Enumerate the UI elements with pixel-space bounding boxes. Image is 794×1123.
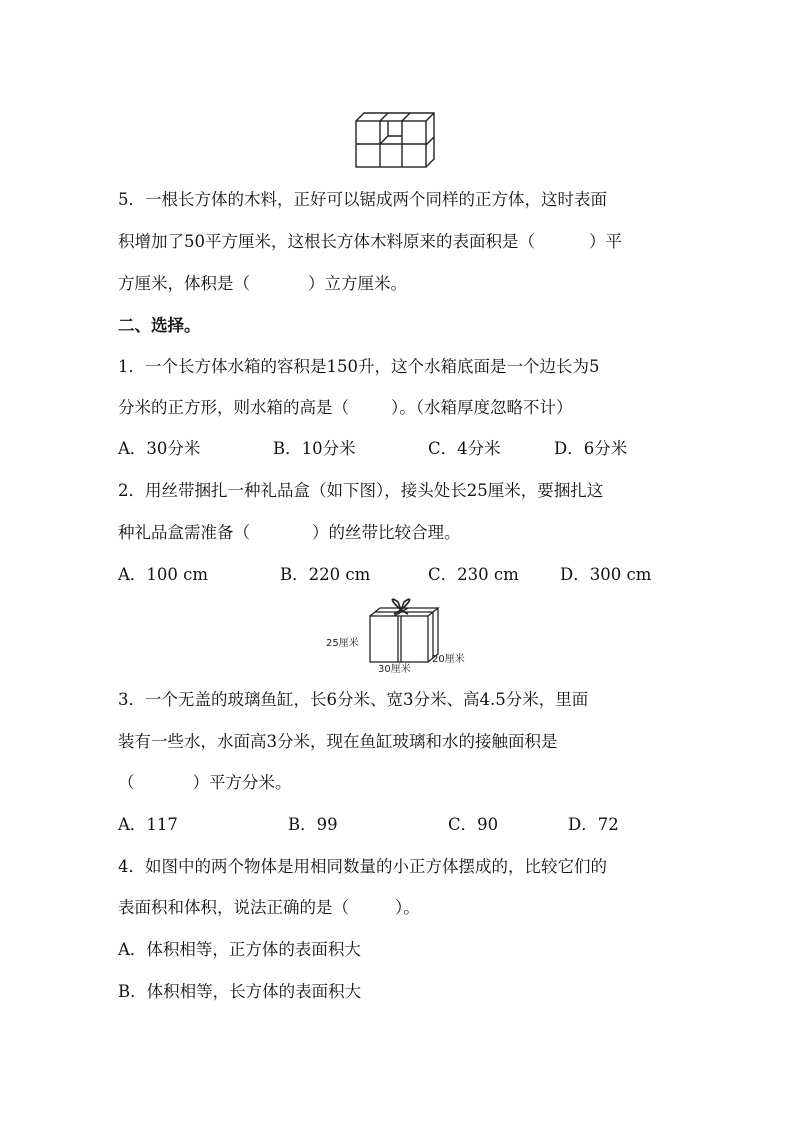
q5-line-1: 5．一根长方体的木料，正好可以锯成两个同样的正方体，这时表面 bbox=[118, 190, 607, 209]
section-heading-choice: 二、选择。 bbox=[118, 316, 201, 335]
q3-line-2: 装有一些水，水面高3分米，现在鱼缸玻璃和水的接触面积是 bbox=[118, 732, 558, 751]
q1-line-1: 1．一个长方体水箱的容积是150升，这个水箱底面是一个边长为5 bbox=[118, 357, 600, 376]
q3-options bbox=[118, 814, 718, 836]
q2-options bbox=[118, 564, 718, 586]
q1-line-2: 分米的正方形，则水箱的高是（ ）。（水箱厚度忽略不计） bbox=[118, 398, 573, 417]
width-label: 20厘米 bbox=[432, 654, 465, 665]
option-c[interactable]: C．90 bbox=[448, 815, 499, 834]
length-label: 30厘米 bbox=[378, 664, 411, 674]
option-a[interactable]: A．30分米 bbox=[118, 439, 201, 458]
option-b[interactable]: B．10分米 bbox=[273, 439, 356, 458]
option-c[interactable]: C．4分米 bbox=[428, 439, 501, 458]
option-d[interactable]: D．300 cm bbox=[560, 565, 652, 584]
q1-options bbox=[118, 438, 718, 460]
option-b[interactable]: B．220 cm bbox=[280, 565, 371, 584]
option-a[interactable]: A．117 bbox=[118, 815, 178, 834]
q5-line-2: 积增加了50平方厘米，这根长方体木料原来的表面积是（ ）平 bbox=[118, 232, 622, 251]
option-b[interactable]: B．99 bbox=[288, 815, 338, 834]
q4-line-2: 表面积和体积，说法正确的是（ ）。 bbox=[118, 898, 420, 917]
option-d[interactable]: D．72 bbox=[568, 815, 619, 834]
option-a[interactable]: A．100 cm bbox=[118, 565, 209, 584]
q4-option-a[interactable]: A．体积相等，正方体的表面积大 bbox=[118, 940, 361, 959]
option-d[interactable]: D．6分米 bbox=[554, 439, 628, 458]
q4-option-b[interactable]: B．体积相等，长方体的表面积大 bbox=[118, 982, 362, 1001]
cube-stack-figure bbox=[352, 105, 438, 169]
q2-line-1: 2．用丝带捆扎一种礼品盒（如下图），接头处长25厘米，要捆扎这 bbox=[118, 481, 604, 500]
q3-line-1: 3．一个无盖的玻璃鱼缸，长6分米、宽3分米、高4.5分米，里面 bbox=[118, 690, 589, 709]
q3-line-3: （ ）平方分米。 bbox=[118, 773, 292, 792]
height-label: 25厘米 bbox=[326, 638, 359, 649]
option-c[interactable]: C．230 cm bbox=[428, 565, 519, 584]
q5-line-3: 方厘米，体积是（ ）立方厘米。 bbox=[118, 274, 407, 293]
gift-box-figure bbox=[320, 598, 470, 674]
q4-line-1: 4．如图中的两个物体是用相同数量的小正方体摆成的，比较它们的 bbox=[118, 857, 607, 876]
q2-line-2: 种礼品盒需准备（ ）的丝带比较合理。 bbox=[118, 523, 461, 542]
